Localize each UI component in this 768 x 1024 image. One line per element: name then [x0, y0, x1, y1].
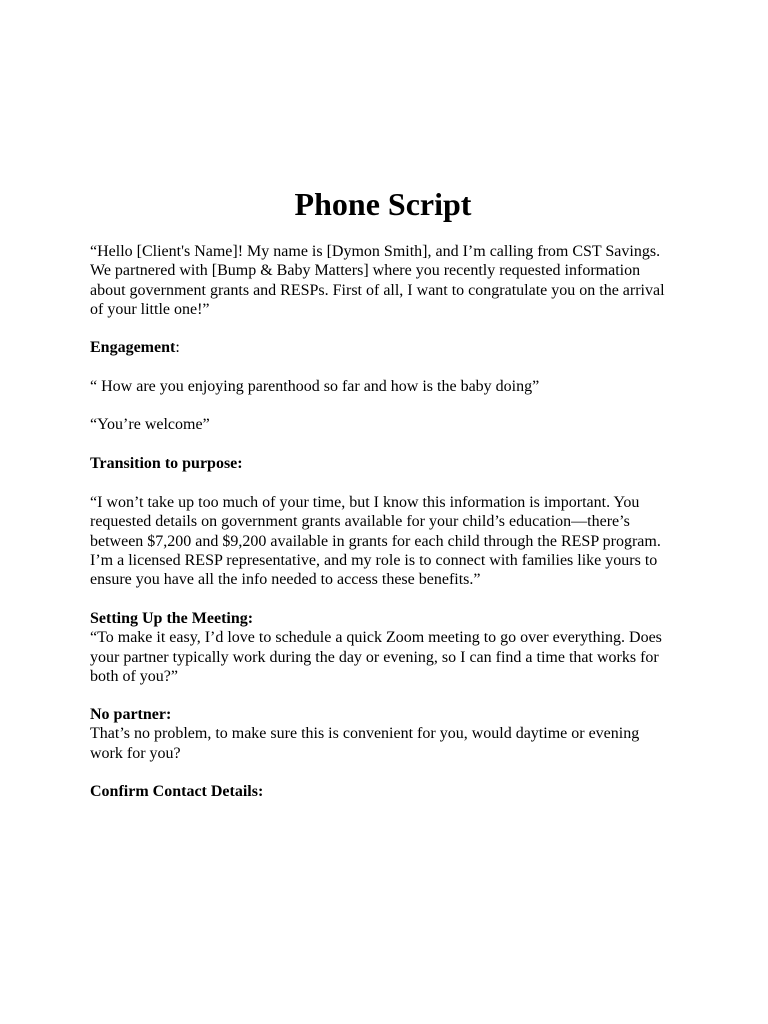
no-partner-heading: No partner:: [90, 706, 172, 723]
meeting-line: “To make it easy, I’d love to schedule a quick Zoom meeting to go over everything. Does: [90, 629, 662, 647]
transition-line: requested details on government grants available for your child’s education—there’s: [90, 513, 630, 531]
meeting-line: your partner typically work during the day or evening, so I can find a time that works for: [90, 648, 659, 666]
transition-heading-line: [90, 454, 690, 473]
engagement-heading-line: [90, 338, 690, 357]
intro-line: of your little one!”: [90, 300, 210, 318]
meeting-line: both of you?”: [90, 667, 178, 685]
transition-heading: Transition to purpose:: [90, 455, 243, 472]
engagement-heading: Engagement: [90, 339, 176, 356]
intro-line: “Hello [Client's Name]! My name is [Dymon Smith], and I’m calling from CST Savings.: [90, 243, 661, 260]
meeting-section: [90, 609, 690, 686]
transition-line: I’m a licensed RESP representative, and my role is to connect with families like yours to: [90, 551, 658, 569]
contact-section: [90, 782, 690, 801]
intro-line: We partnered with [Bump & Baby Matters] where you recently requested information: [90, 262, 641, 280]
transition-line: ensure you have all the info needed to access these benefits.”: [90, 571, 481, 589]
engagement-question: [90, 377, 690, 396]
transition-line: “I won’t take up too much of your time, but I know this information is important. You: [90, 494, 640, 511]
page-title: Phone Script: [294, 186, 472, 222]
engagement-reply-text: “You’re welcome”: [90, 416, 210, 433]
meeting-heading: Setting Up the Meeting:: [90, 610, 254, 627]
no-partner-line: work for you?: [90, 744, 181, 762]
engagement-heading-colon: :: [175, 339, 180, 356]
engagement-question-text: “ How are you enjoying parenthood so far and how is the baby doing”: [90, 378, 540, 395]
intro-paragraph: [90, 242, 690, 319]
engagement-reply: [90, 415, 690, 434]
no-partner-section: [90, 705, 690, 763]
transition-paragraph: [90, 493, 690, 589]
no-partner-line: That’s no problem, to make sure this is convenient for you, would daytime or evening: [90, 725, 640, 743]
transition-line: between $7,200 and $9,200 available in grants for each child through the RESP program.: [90, 532, 661, 550]
contact-heading: Confirm Contact Details:: [90, 783, 264, 800]
intro-line: about government grants and RESPs. First of all, I want to congratulate you on the arrival: [90, 281, 665, 299]
